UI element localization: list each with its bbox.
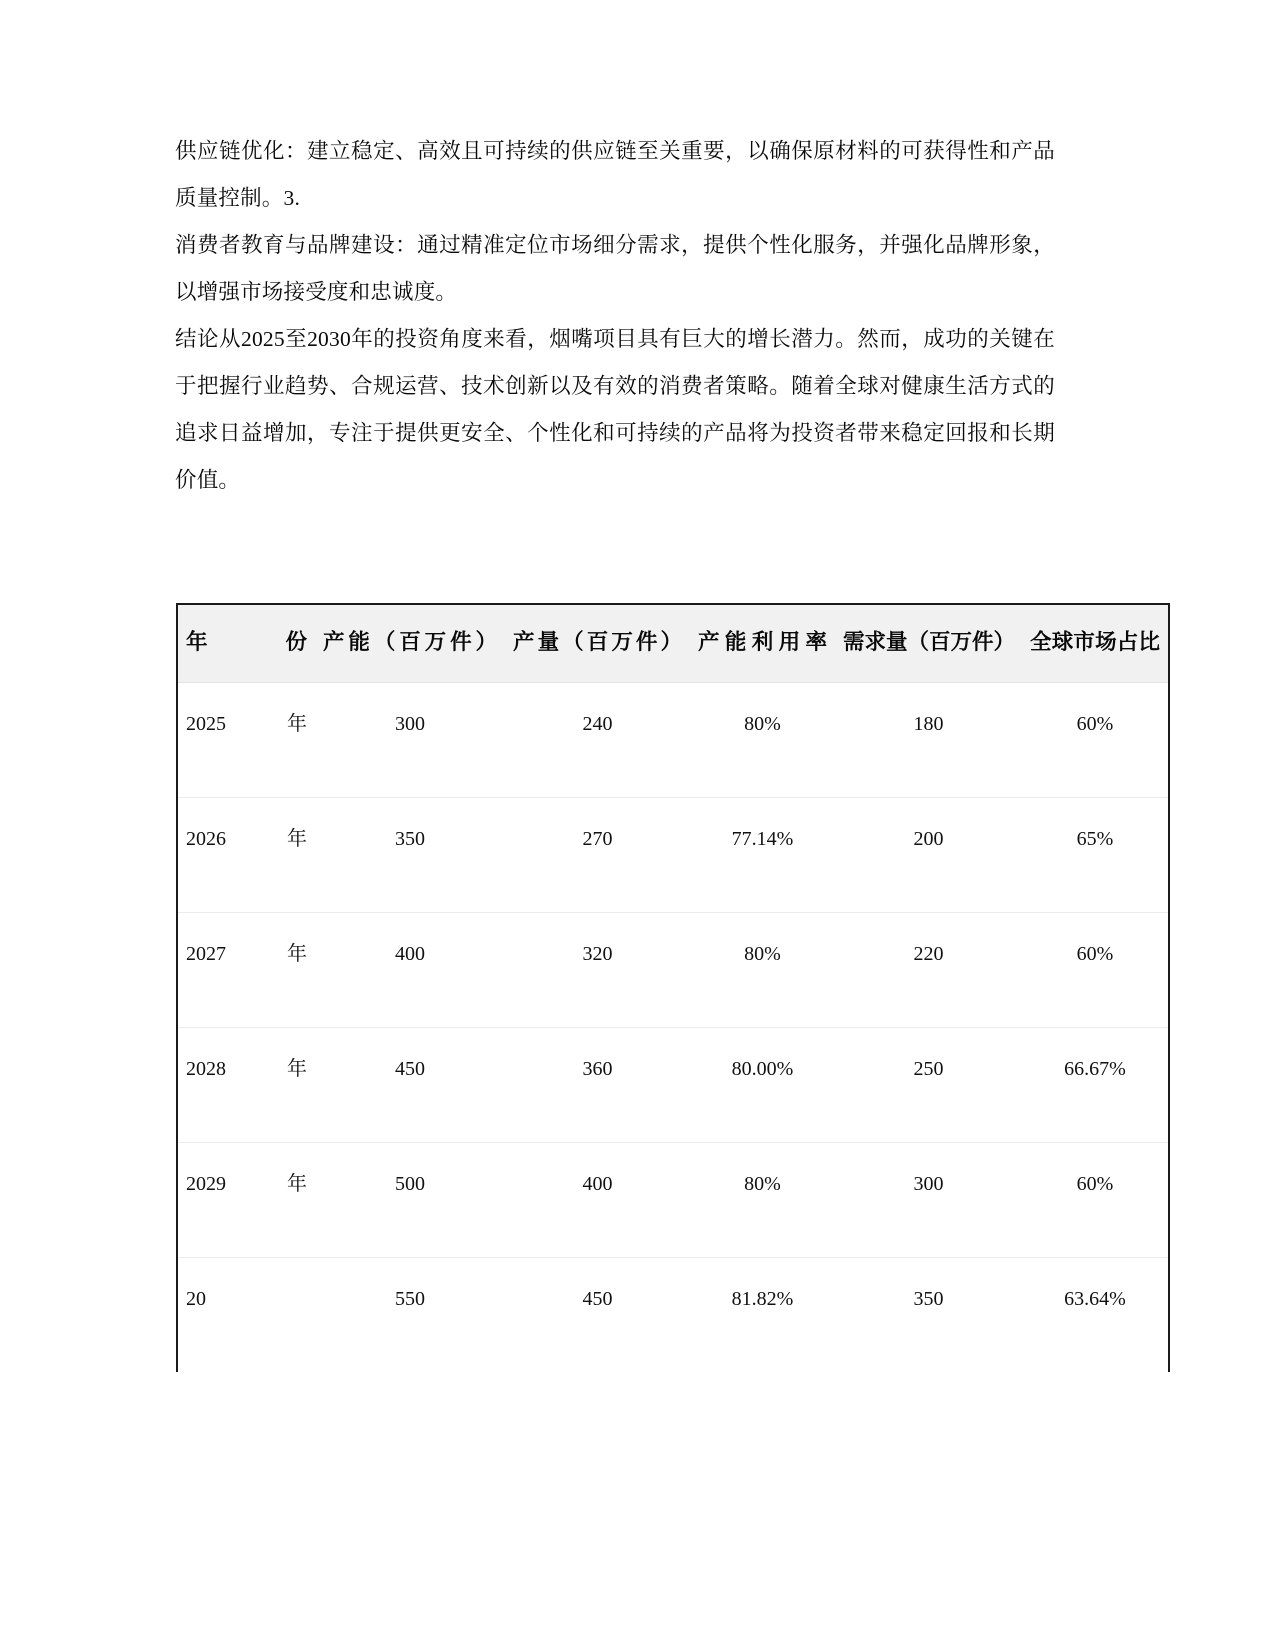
cell-utilization: 81.82% [731, 1288, 794, 1310]
cell-global-share: 60% [1022, 683, 1169, 798]
cell-global-share: 63.64% [1064, 1288, 1126, 1310]
cell-capacity: 550 [395, 1288, 425, 1310]
cell-demand: 250 [835, 1028, 1022, 1143]
cell-capacity: 400 [315, 913, 505, 1028]
cell-utilization: 80% [690, 1143, 835, 1258]
column-header-utilization: 产能利用率 [690, 604, 835, 683]
cell-year: 2029年 [177, 1143, 315, 1258]
cell-output: 400 [505, 1143, 690, 1258]
paragraph-conclusion: 结论从2025至2030年的投资角度来看，烟嘴项目具有巨大的增长潜力。然而，成功的关键在于把握行业趋势、合规运营、技术创新以及有效的消费者策略。随着全球对健康生活方式的追求日益增加，专注于提供更安全、个性化和可持续的产品将为投资者带来稳定回报和长期价值。 [175, 327, 1055, 492]
cell-global-share: 65% [1022, 798, 1169, 913]
table-row [177, 1143, 1169, 1258]
cell-global-share: 60% [1022, 913, 1169, 1028]
cell-utilization: 80.00% [690, 1028, 835, 1143]
cell-capacity: 450 [315, 1028, 505, 1143]
capacity-forecast-table-wrapper [176, 603, 1168, 1372]
column-header-capacity: 产能（百万件） [315, 604, 505, 683]
cell-capacity: 500 [315, 1143, 505, 1258]
table-header-row [177, 604, 1169, 683]
cell-demand: 180 [835, 683, 1022, 798]
cell-demand: 350 [913, 1288, 944, 1310]
paragraph-consumer-education: 消费者教育与品牌建设：通过精准定位市场细分需求，提供个性化服务，并强化品牌形象，以增强市场接受度和忠诚度。 [175, 233, 1055, 304]
column-header-global-share: 全球市场占比 [1022, 604, 1169, 683]
column-header-demand: 需求量（百万件） [835, 604, 1022, 683]
table-header [177, 604, 1169, 683]
cell-utilization: 80% [690, 683, 835, 798]
cell-year: 2028年 [177, 1028, 315, 1143]
cell-year: 2027年 [177, 913, 315, 1028]
capacity-forecast-table [176, 603, 1170, 1372]
cell-output: 240 [505, 683, 690, 798]
cell-output: 270 [505, 798, 690, 913]
cell-global-share: 66.67% [1022, 1028, 1169, 1143]
cell-output: 450 [582, 1288, 613, 1310]
cell-global-share: 60% [1022, 1143, 1169, 1258]
body-text [175, 128, 1055, 504]
column-header-year: 年份 [177, 604, 315, 683]
table-row [177, 1258, 1169, 1373]
cell-capacity: 350 [315, 798, 505, 913]
cell-demand: 300 [835, 1143, 1022, 1258]
cell-utilization: 80% [690, 913, 835, 1028]
cell-capacity: 300 [315, 683, 505, 798]
cell-utilization: 77.14% [690, 798, 835, 913]
column-header-output: 产量（百万件） [505, 604, 690, 683]
cell-output: 320 [505, 913, 690, 1028]
table-body [177, 683, 1169, 1373]
cell-demand: 220 [835, 913, 1022, 1028]
cell-year: 2025年 [177, 683, 315, 798]
table-row [177, 1028, 1169, 1143]
cell-year: 20 [186, 1288, 206, 1310]
table-row [177, 683, 1169, 798]
table-row [177, 913, 1169, 1028]
cell-demand: 200 [835, 798, 1022, 913]
table-row [177, 798, 1169, 913]
cell-year: 2026年 [177, 798, 315, 913]
paragraph-supply-chain: 供应链优化：建立稳定、高效且可持续的供应链至关重要，以确保原材料的可获得性和产品质量控制。3. [175, 139, 1055, 210]
cell-output: 360 [505, 1028, 690, 1143]
